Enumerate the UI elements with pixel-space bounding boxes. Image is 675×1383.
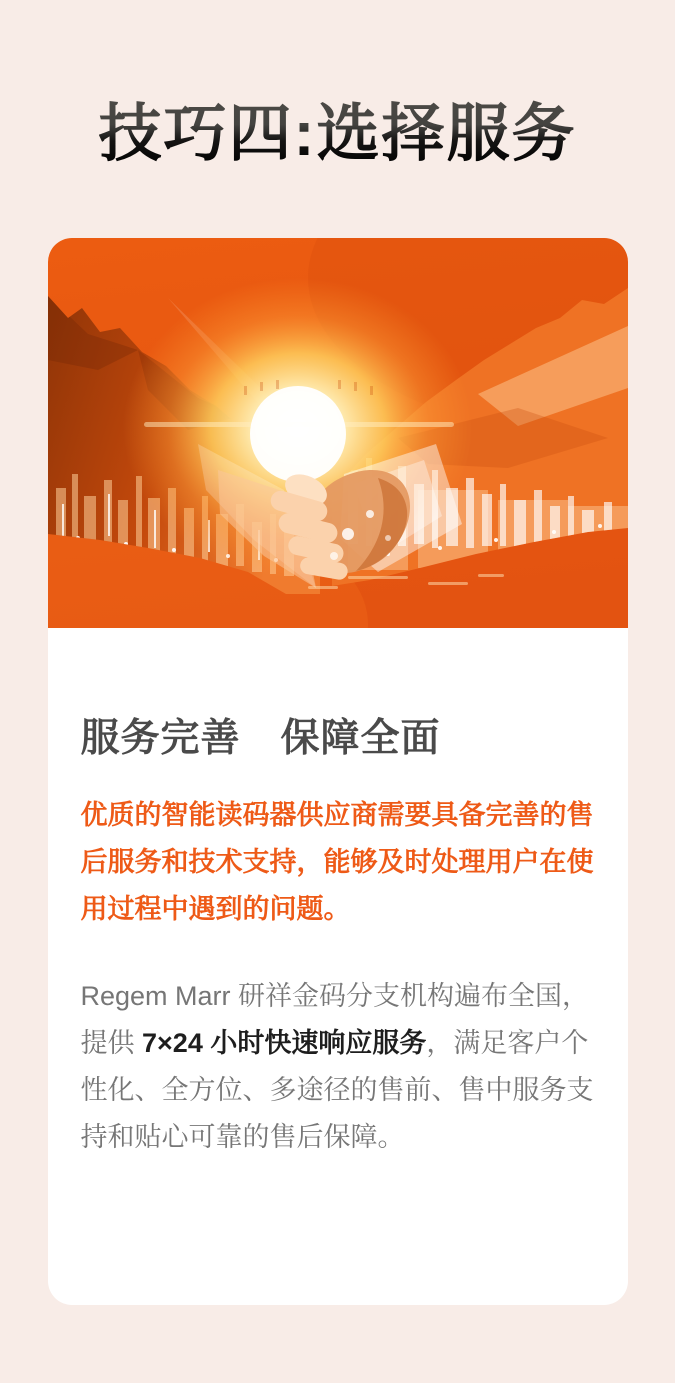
card-body [48,628,628,1305]
body-text-prefix: Regem Marr 研祥金码分支机构遍布全国，提供 [80,981,590,1058]
handshake-city-illustration [48,238,628,628]
section-heading: 服务完善 保障全面 [80,717,441,760]
body-paragraph [81,973,595,1161]
page-title: 技巧四:选择服务 [98,99,577,169]
body-text-suffix: ，满足客户个性化、全方位、多途径的售前、售中服务支持和贴心可靠的售后保障。 [80,1028,594,1152]
body-text-bold: 7×24 小时快速响应服务 [142,1028,427,1058]
highlight-paragraph: 优质的智能读码器供应商需要具备完善的售后服务和技术支持，能够及时处理用户在使用过程中遇到的问题。 [80,800,594,924]
hero-image [48,238,628,628]
title-wrap [0,0,675,168]
content-card [48,238,628,1305]
